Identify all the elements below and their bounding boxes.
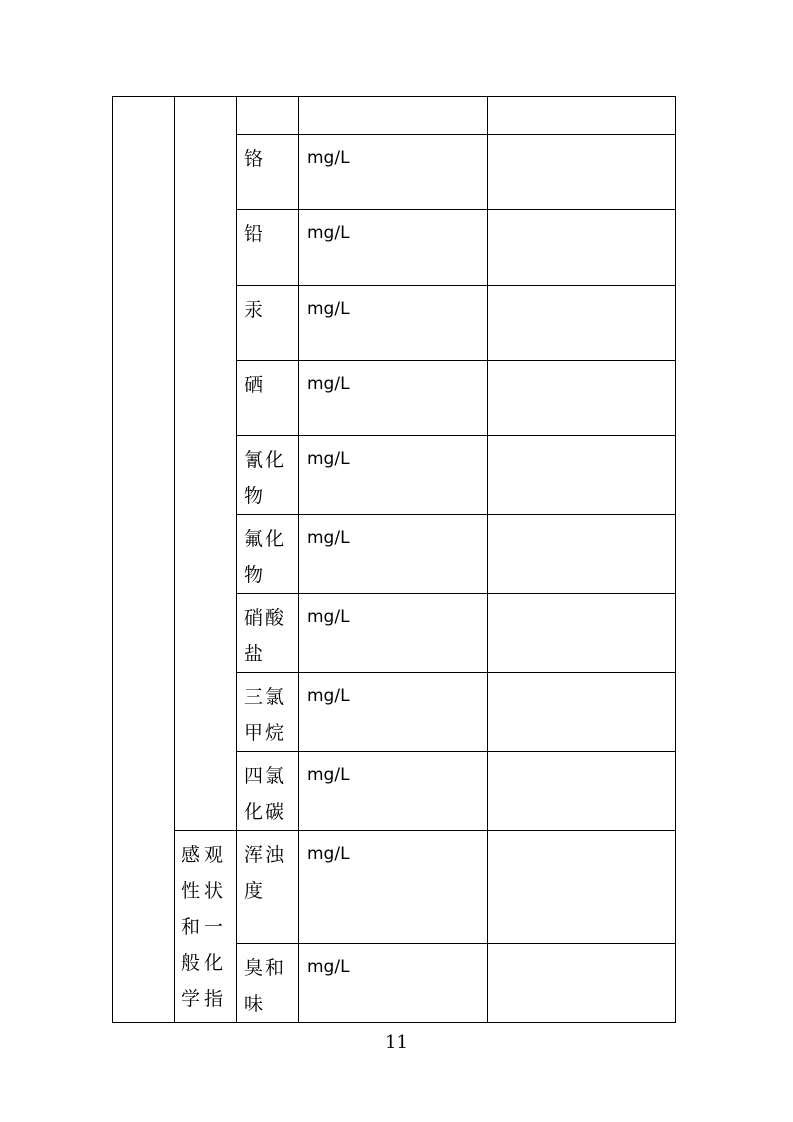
unit-cell: mg/L [299,361,488,436]
unit-cell: mg/L [299,831,488,944]
item-cell: 浑浊度 [237,831,299,944]
item-cell: 硒 [237,361,299,436]
value-cell [488,97,676,135]
item-cell [237,97,299,135]
category-cell-toxicology [175,97,237,831]
value-cell [488,286,676,361]
unit-cell: mg/L [299,673,488,752]
outer-group-cell [113,97,175,1023]
unit-cell: mg/L [299,135,488,210]
value-cell [488,944,676,1023]
value-cell [488,135,676,210]
value-cell [488,673,676,752]
value-cell [488,515,676,594]
value-cell [488,594,676,673]
value-cell [488,831,676,944]
category-cell-sensory: 感观性状和一般化学指 [175,831,237,1023]
unit-cell: mg/L [299,944,488,1023]
item-cell: 氟化物 [237,515,299,594]
item-cell: 汞 [237,286,299,361]
value-cell [488,436,676,515]
unit-cell: mg/L [299,210,488,286]
unit-cell: mg/L [299,752,488,831]
page-number: 11 [385,1032,408,1053]
table-row [113,831,676,944]
table-row [113,97,676,135]
item-cell: 臭和味 [237,944,299,1023]
value-cell [488,210,676,286]
item-cell: 氰化物 [237,436,299,515]
unit-cell [299,97,488,135]
item-cell: 三氯甲烷 [237,673,299,752]
value-cell [488,361,676,436]
water-quality-table [112,96,676,1023]
unit-cell: mg/L [299,436,488,515]
unit-cell: mg/L [299,594,488,673]
item-cell: 硝酸盐 [237,594,299,673]
unit-cell: mg/L [299,286,488,361]
item-cell: 四氯化碳 [237,752,299,831]
unit-cell: mg/L [299,515,488,594]
item-cell: 铅 [237,210,299,286]
value-cell [488,752,676,831]
item-cell: 铬 [237,135,299,210]
